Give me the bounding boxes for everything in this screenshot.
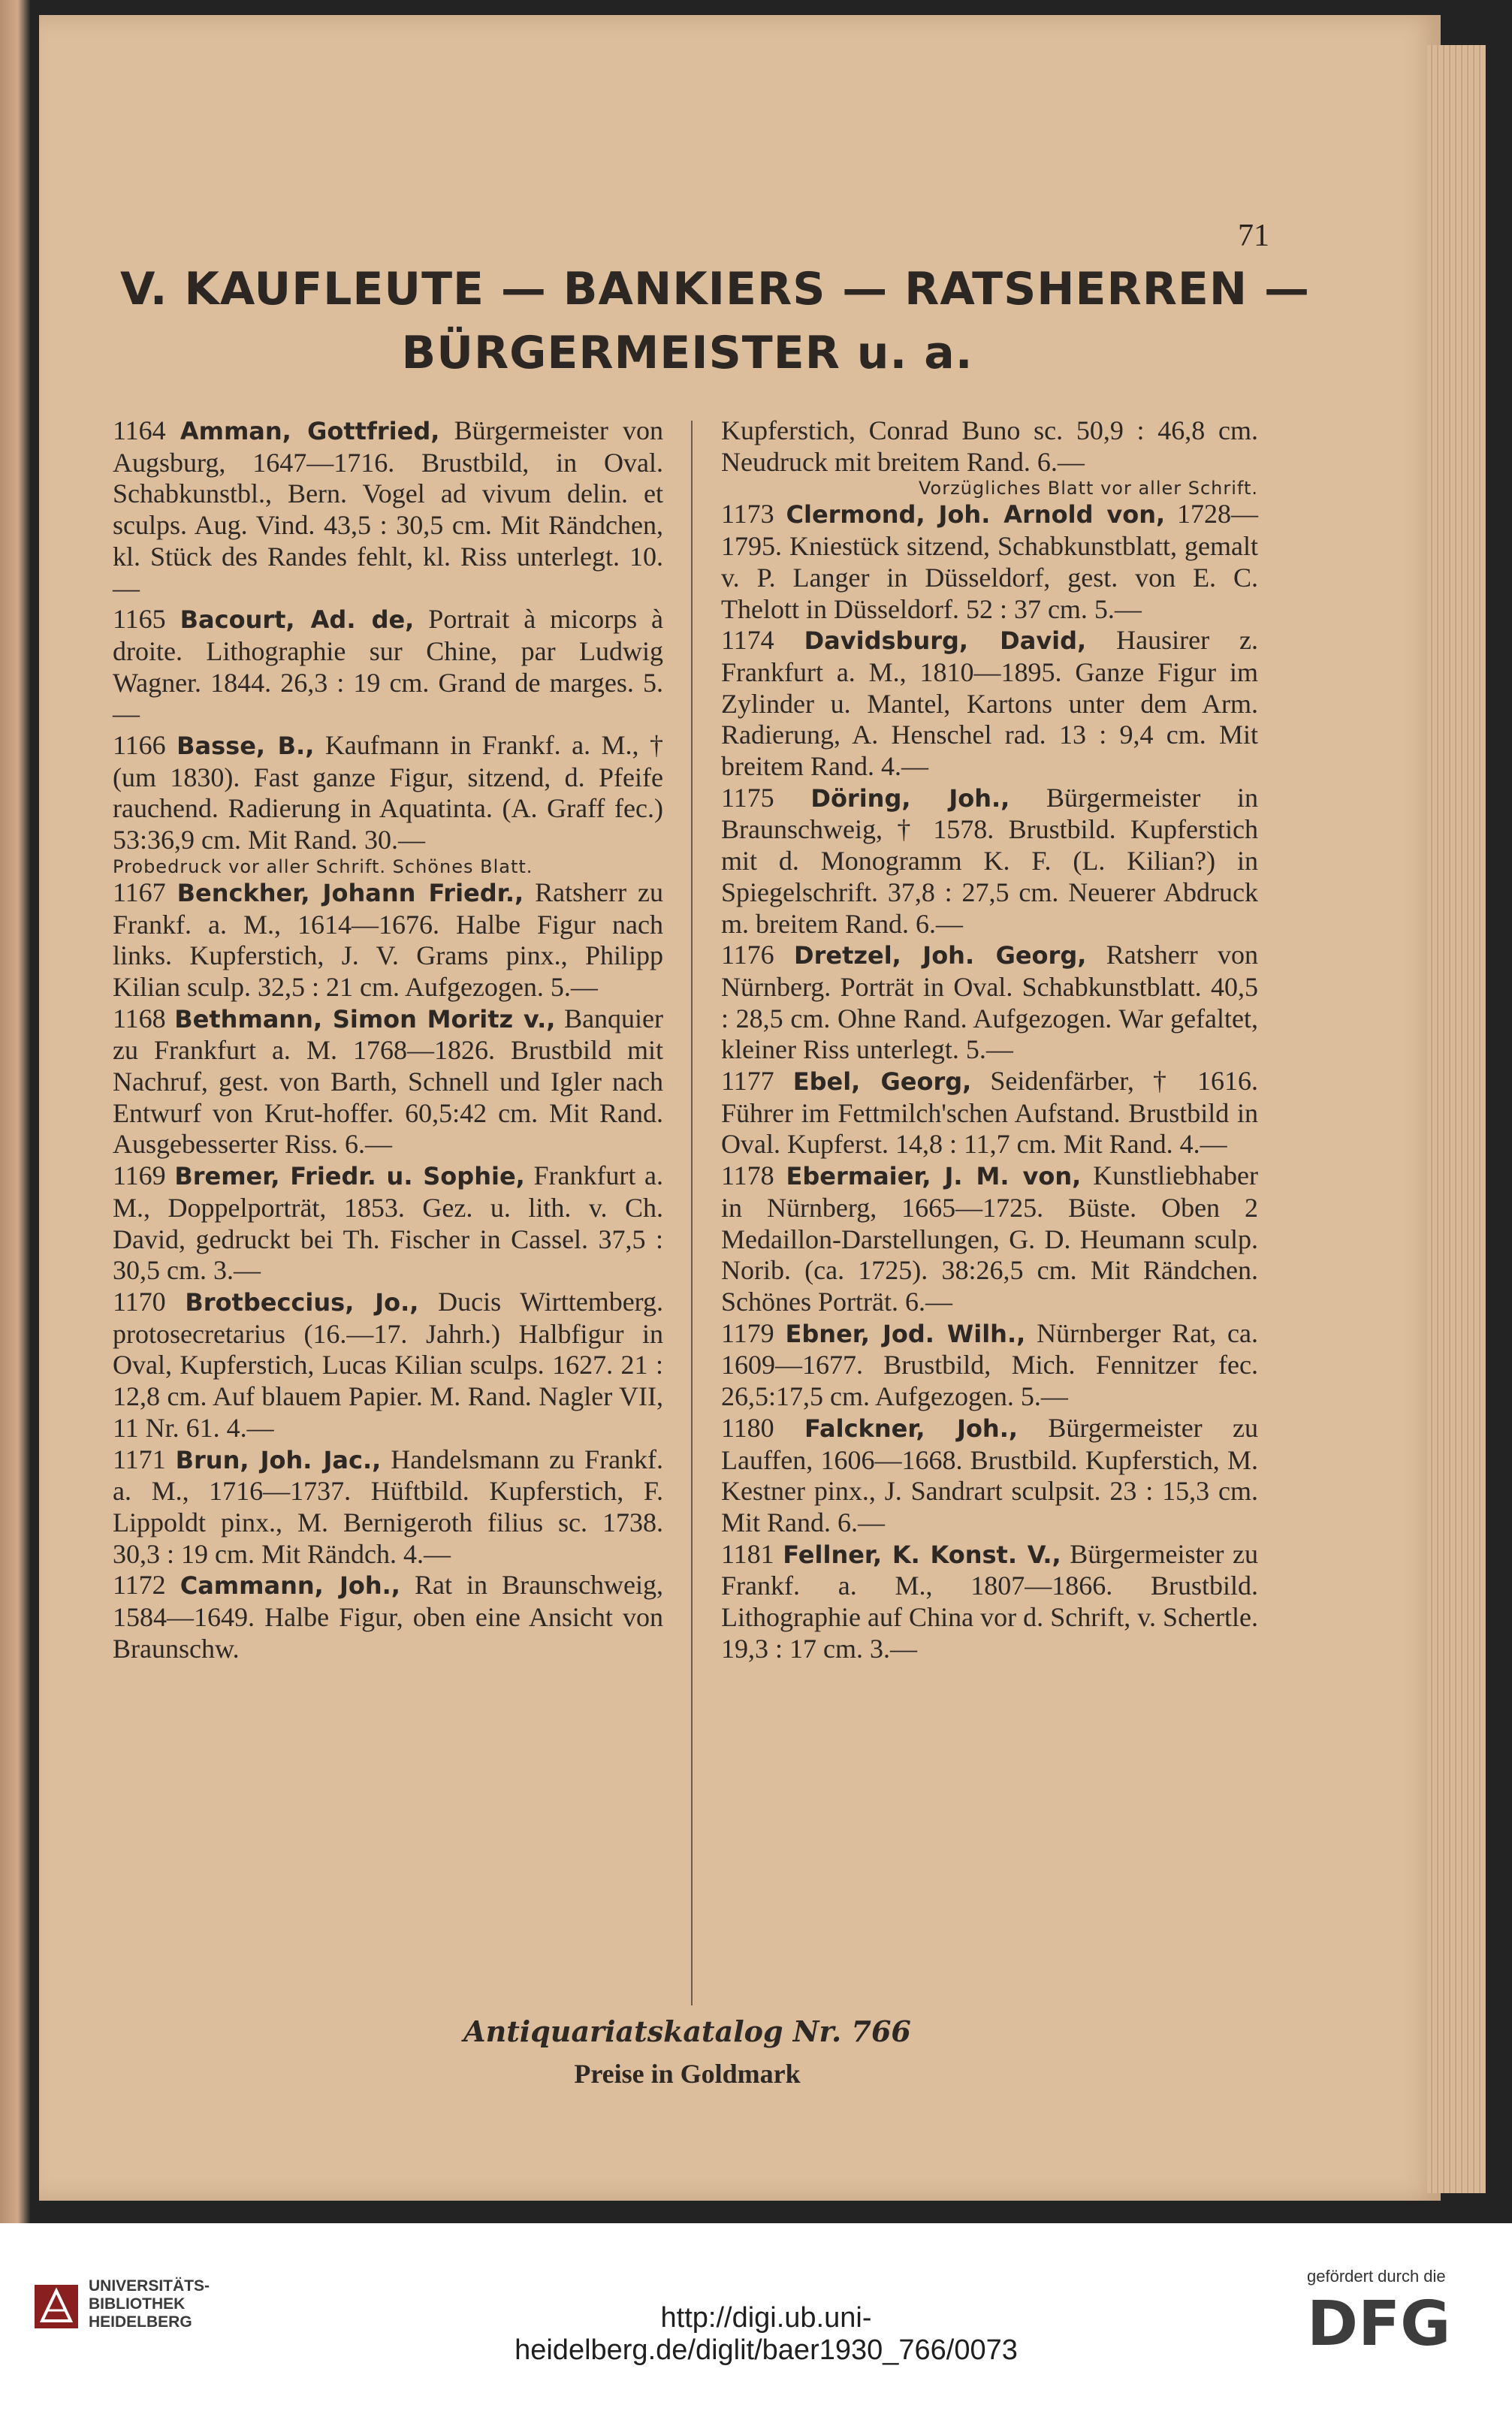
entry-name: Döring, Joh., [810,783,1010,813]
catalog-entry [113,730,663,856]
catalog-entry [113,1160,663,1287]
university-library-name [89,2277,210,2331]
entry-text: Bürgermeister von Augsburg, 1647—1716. Brustbild, in Oval. Schabkunstbl., Bern. Vogel ad vivum delin. et sculps. Aug. Vind. 43,5 : 30,5 cm. Mit Rändchen, kl. Stück des Randes fehlt, kl. Riss unterlegt. 10.— [113,415,664,603]
entry-name: Fellner, K. Konst. V., [783,1540,1061,1569]
dfg-logo-text: DFG [1307,2292,1451,2352]
entry-number: 1168 [113,1003,166,1033]
catalog-entry [721,1539,1258,1665]
entry-text: Frankfurt a. M., Doppelporträt, 1853. Gez. u. lith. v. Ch. David, gedruckt bei Th. Fischer in Cassel. 37,5 : 30,5 cm. 3.— [113,1160,664,1286]
entry-text: Kupferstich, Conrad Buno sc. 50,9 : 46,8 cm. Neudruck mit breitem Rand. 6.— [721,415,1258,477]
column-divider [691,421,693,2005]
catalog-entry [721,625,1258,783]
section-title-line1: V. KAUFLEUTE — BANKIERS — RATSHERREN — [120,263,1310,315]
entry-number: 1171 [113,1444,166,1474]
entry-number: 1166 [113,730,166,761]
entry-number: 1181 [721,1538,774,1569]
dfg-logo [1307,2292,1480,2352]
entry-name: Ebner, Jod. Wilh., [785,1319,1026,1348]
source-url[interactable]: http://digi.ub.uni-heidelberg.de/diglit/baer1930_766/0073 [515,2302,1018,2366]
dfg-caption: gefördert durch die [1307,2267,1446,2286]
left-column [113,415,663,1664]
catalog-entry [113,1444,663,1571]
catalog-entry [721,1318,1258,1413]
entry-text: Banquier zu Frankfurt a. M. 1768—1826. Brustbild mit Nachruf, gest. von Barth, Schnell und Igler nach Entwurf von Krut-hoffer. 60,5:42 cm. Mit Rand. Ausgebesserter Riss. 6.— [113,1003,664,1160]
catalog-entry [721,783,1258,940]
entry-text: Ratsherr zu Frankf. a. M., 1614—1676. Halbe Figur nach links. Kupferstich, J. V. Grams pinx., Philipp Kilian sculp. 32,5 : 21 cm. Aufgezogen. 5.— [113,877,664,1002]
catalog-entry [113,604,663,730]
catalog-entry [113,1570,663,1664]
entry-number: 1165 [113,604,166,635]
entry-name: Dretzel, Joh. Georg, [794,941,1087,970]
right-column [721,415,1258,1664]
catalog-entry [721,1066,1258,1160]
uni-name-line2: BIBLIOTHEK [89,2295,186,2313]
entry-text: Portrait à micorps à droite. Lithographie sur Chine, par Ludwig Wagner. 1844. 26,3 : 19 cm. Grand de marges. 5.— [113,604,664,729]
entry-name: Clermond, Joh. Arnold von, [786,500,1166,530]
entry-number: 1178 [721,1160,774,1191]
entry-number: 1179 [721,1317,774,1348]
entry-number: 1177 [721,1066,774,1097]
entry-name: Bremer, Friedr. u. Sophie, [174,1162,525,1191]
entry-name: Ebermaier, J. M. von, [786,1162,1082,1191]
entry-number: 1170 [113,1286,166,1317]
catalog-footer: Antiquariatskatalog Nr. 766 [463,2014,911,2048]
entry-number: 1176 [721,940,774,970]
entry-text: Rat in Braunschweig, 1584—1649. Halbe Figur, oben eine Ansicht von Braunschw. [113,1570,664,1664]
entry-text: Seidenfärber, † 1616. Führer im Fettmilch'schen Aufstand. Brustbild in Oval. Kupferst. 14,8 : 11,7 cm. Mit Rand. 4.— [721,1066,1259,1160]
entry-text: Nürnberger Rat, ca. 1609—1677. Brustbild, Mich. Fennitzer fec. 26,5:17,5 cm. Aufgezogen. 5.— [721,1317,1258,1412]
entry-number: 1175 [721,782,774,813]
entry-name: Falckner, Joh., [804,1414,1019,1443]
entry-text: Kaufmann in Frankf. a. M., † (um 1830). Fast ganze Figur, sitzend, d. Pfeife rauchend. Radierung in Aquatinta. (A. Graff fec.) 53:36,9 cm. Mit Rand. 30.— [113,730,663,855]
catalog-entry [113,877,663,1003]
entry-text: 1728—1795. Kniestück sitzend, Schabkunstblatt, gemalt v. P. Langer in Düsseldorf, gest. von E. C. Thelott in Düsseldorf. 52 : 37 cm. 5.— [721,499,1259,624]
entry-name: Cammann, Joh., [180,1571,400,1601]
entry-name: Brun, Joh. Jac., [175,1445,382,1474]
catalog-entry [721,1160,1258,1318]
entry-text: Bürgermeister zu Lauffen, 1606—1668. Brustbild. Kupferstich, M. Kestner pinx., J. Sandrart sculpsit. 23 : 15,3 cm. Mit Rand. 6.— [721,1412,1259,1537]
catalog-entry [113,1287,663,1444]
entry-note: Vorzügliches Blatt vor aller Schrift. [918,478,1258,499]
entry-text: Kunstliebhaber in Nürnberg, 1665—1725. Büste. Oben 2 Medaillon-Darstellungen, G. D. Heumann sculp. Norib. (ca. 1725). 38:26,5 cm. Mit Rändchen. Schönes Porträt. 6.— [721,1160,1259,1317]
catalog-entry [721,940,1258,1066]
entry-number: 1169 [113,1160,166,1191]
uni-name-line1: UNIVERSITÄTS- [89,2277,210,2295]
entry-text: Ducis Wirttemberg. protosecretarius (16.—17. Jahrh.) Halbfigur in Oval, Kupferstich, Lucas Kilian sculps. 1627. 21 : 12,8 cm. Auf blauem Papier. M. Rand. Nagler VII, 11 Nr. 61. 4.— [113,1286,664,1443]
entry-text: Ratsherr von Nürnberg. Porträt in Oval. Schabkunstblatt. 40,5 : 28,5 cm. Ohne Rand. Aufgezogen. War gefaltet, kleiner Riss unterlegt. 5.— [721,940,1259,1065]
entry-number: 1172 [113,1570,166,1601]
library-footer-bar [0,2223,1512,2414]
catalog-entry [113,1003,663,1161]
entry-number: 1164 [113,415,166,445]
catalog-entry [721,499,1258,625]
page-number: 71 [1238,219,1269,253]
page-stack-edges [1427,45,1486,2193]
entry-name: Benckher, Johann Friedr., [177,878,524,907]
entry-text: Bürgermeister in Braunschweig, † 1578. Brustbild. Kupferstich mit d. Monogramm K. F. (L. Kilian?) in Spiegelschrift. 37,8 : 27,5 cm. Neuerer Abdruck m. breitem Rand. 6.— [721,782,1259,939]
entry-name: Amman, Gottfried, [180,417,440,445]
uni-name-line3: HEIDELBERG [89,2313,192,2331]
entry-name: Bethmann, Simon Moritz v., [174,1004,556,1033]
entry-name: Ebel, Georg, [792,1067,972,1097]
entry-number: 1180 [721,1412,774,1443]
entry-note: Probedruck vor aller Schrift. Schönes Blatt. [113,855,533,877]
entry-text: Bürgermeister zu Frankf. a. M., 1807—1866. Brustbild. Lithographie auf China vor d. Schrift, v. Schertle. 19,3 : 17 cm. 3.— [721,1538,1259,1664]
entry-number: 1174 [721,625,774,656]
entry-name: Davidsburg, David, [804,626,1087,656]
entry-text: Hausirer z. Frankfurt a. M., 1810—1895. Ganze Figur im Zylinder u. Mantel, Kartons unter dem Arm. Radierung, A. Henschel rad. 13 : 9,4 cm. Mit breitem Rand. 4.— [721,625,1258,782]
catalog-entry [721,415,1258,478]
entry-name: Basse, B., [177,732,315,761]
entry-name: Brotbeccius, Jo., [185,1287,419,1317]
entry-name: Bacourt, Ad. de, [180,605,415,635]
catalog-entry [113,415,663,604]
catalog-entry [721,1413,1258,1539]
prices-footer: Preise in Goldmark [574,2059,801,2089]
university-seal-icon [33,2283,80,2330]
section-title-line2: BÜRGERMEISTER u. a. [401,327,973,379]
entry-text: Handelsmann zu Frankf. a. M., 1716—1737. Hüftbild. Kupferstich, F. Lippoldt pinx., M. Bernigeroth filius sc. 1738. 30,3 : 19 cm. Mit Rändch. 4.— [113,1444,664,1569]
entry-number: 1173 [721,499,774,530]
entry-number: 1167 [113,877,166,907]
left-page-edge [0,0,30,2223]
